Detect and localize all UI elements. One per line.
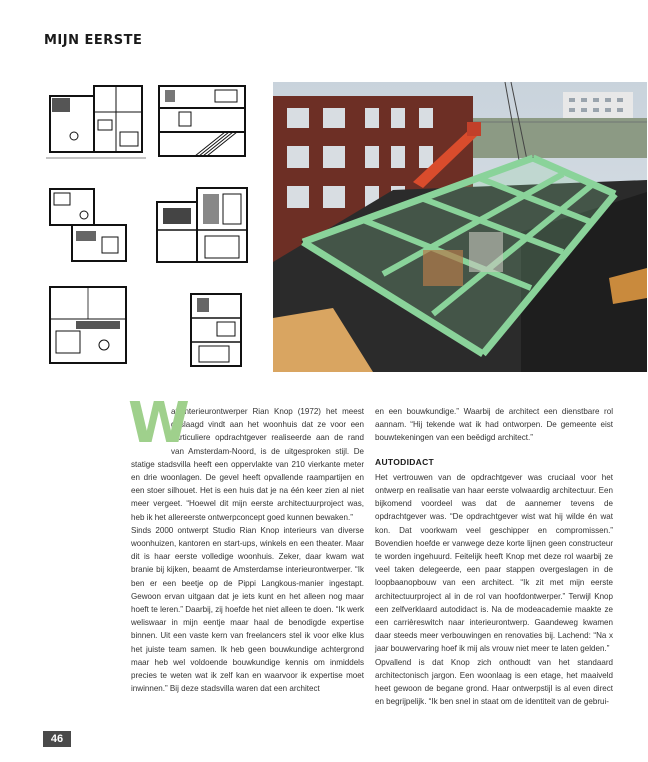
paragraph: Sinds 2000 ontwerpt Studio Rian Knop interieurs van diverse woonhuizen, kantoren en start-ups, winkels en een theater. Maar dit is haar eerste volledige woonhuis. Zeker, daar kwam wat branie bij kijken, beaamt de Amsterdamse interieurontwerper. “Ik ben er een beetje op de Pippi Langkous-manier ingestapt. Gewoon ervan uitgaan dat je iets kunt en het alleen nog maar hoeft te leren.” Daarbij, zij hoefde het niet alleen te doen. “Ik werk weliswaar in mijn eentje maar haal de benodigde expertise binnen. Uit een vaste kern van freelancers stel ik voor elke klus het juiste team samen. Ik heb geen bouwkundige achtergrond maar heb wel voldoende bouwkundige kennis om inmiddels precies te weten wat ik zelf kan en waarvoor ik expertise moet inwinnen.” Bij deze stadsvilla waren dat een architect [131, 525, 364, 694]
section-subheading: AUTODIDACT [375, 456, 435, 467]
article-column-1 [128, 391, 364, 695]
section-drawing [155, 82, 251, 160]
paragraph: Het vertrouwen van de opdrachtgever was cruciaal voor het ontwerp en realisatie van haar eerste volwaardig architectuur. Een bijkomend voordeel was dat de aannemer tevens de opdrachtgever was. “De opdrachtgever wist wat hij wilde én wat kon. Dat voorkwam veel geschipper en compromissen.” Bovendien hoefde er vanwege deze korte lijnen geen constructeur te worden ingehuurd. Feitelijk heeft Knop met deze rol waarbij ze veel taken delegeerde, een paar stappen overgeslagen in de loopbaanopbouw van een architect. “Ik zit met mijn eerste architectuurproject al in de rol van hoofdontwerper.” Terwijl Knop een zelfverklaard autodidact is. Na de modeacademie maakte ze een carrièreswitch naar interieurontwerp. Gaandeweg kwamen daar steeds meer verbouwingen en renovaties bij. Lachend: “Na x jaar bouwervaring hoef ik mij als vrouw niet meer te laten gelden.” [375, 472, 613, 654]
section-drawing [187, 290, 245, 370]
page-number: 46 [43, 731, 71, 747]
page-title: MIJN EERSTE [44, 33, 143, 48]
floor-plan-drawing [46, 82, 146, 162]
floor-plan-drawing [46, 283, 130, 367]
floor-plan-drawing [46, 185, 130, 265]
article-column-2 [375, 405, 613, 708]
drop-cap: W [128, 391, 190, 456]
section-drawing [153, 184, 251, 266]
paragraph: at interieurontwerper Rian Knop (1972) het meest geslaagd vindt aan het woonhuis dat ze voor een particuliere opdrachtgever realiseerde aan de rand van Amsterdam-Noord, is de uitgesproken stijl. De statige stadsvilla heeft een oppervlakte van 210 vierkante meter en drie woonlagen. De gevel heeft opvallende raampartijen en een stoer silhouet. Het is een huis dat je na één keer zien al niet meer vergeet. “Hoewel dit mijn eerste architectuurproject was, heb ik het allereerste ontwerpconcept goed kunnen bewaken.” [131, 407, 364, 522]
paragraph: en een bouwkundige.” Waarbij de architect een dienstbare rol aannam. “Hij tekende wat ik had ontworpen. De gemeente eist bouwtekeningen van een beëdigd architect.” [375, 407, 613, 443]
paragraph: Opvallend is dat Knop zich onthoudt van het standaard architectonisch jargon. Een woonlaag is een etage, het maaiveld heet gewoon de begane grond. Haar ontwerpstijl is al even direct en begrijpelijk. “Ik ben snel in staat om de identiteit van de gebrui- [375, 657, 613, 707]
construction-photo [273, 82, 647, 372]
